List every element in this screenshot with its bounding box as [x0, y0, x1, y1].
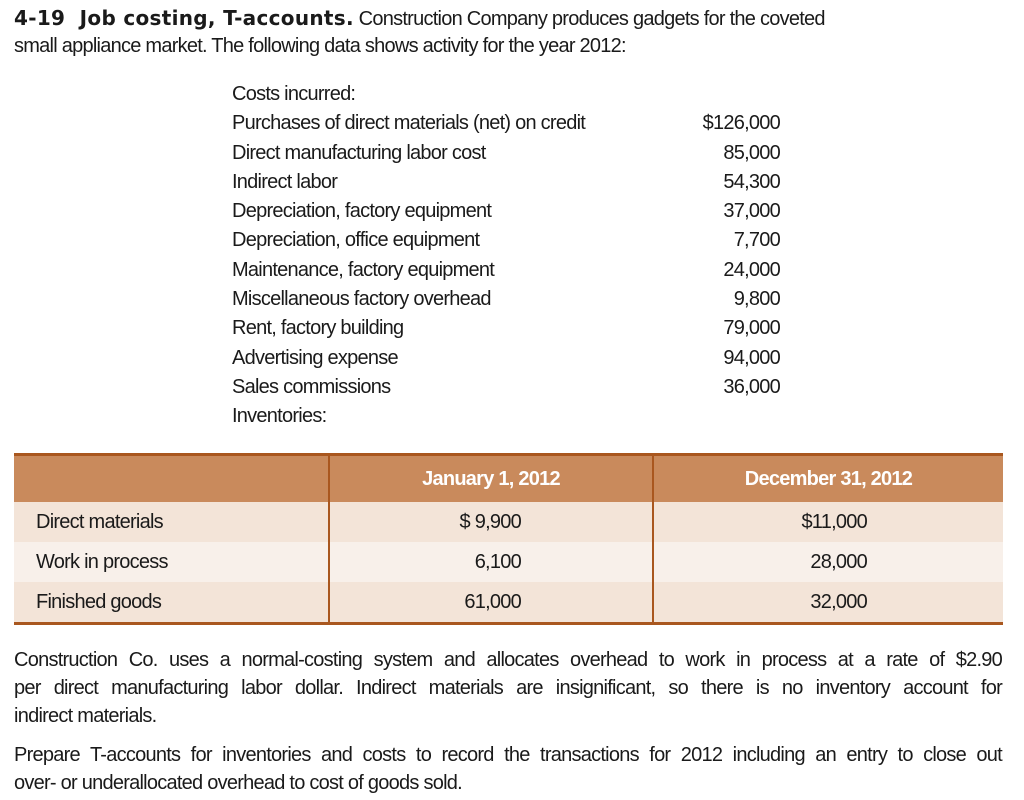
table-row	[14, 542, 1003, 582]
cost-item	[232, 139, 780, 168]
cost-value: 85,000	[723, 141, 780, 164]
table-cell: 61,000	[464, 590, 521, 613]
cost-item	[232, 314, 780, 343]
intro-text: Construction Company produces gadgets for the coveted	[358, 8, 825, 30]
inventory-table	[14, 453, 1003, 625]
inventories-heading: Inventories:	[232, 405, 327, 428]
cost-label: Rent, factory building	[232, 317, 404, 340]
paragraph-1-line: per direct manufacturing labor dollar. Indirect materials are insignificant, so there is no inventory account for	[14, 677, 1002, 699]
cost-item	[232, 109, 780, 138]
cost-value: 9,800	[733, 288, 780, 311]
problem-title: Job costing, T-accounts.	[79, 6, 354, 30]
table-cell: $ 9,900	[459, 510, 521, 533]
cost-label: Miscellaneous factory overhead	[232, 288, 491, 311]
table-row	[14, 582, 1003, 624]
cost-value: 7,700	[733, 229, 780, 252]
problem-header-line	[14, 6, 1002, 31]
cost-label: Purchases of direct materials (net) on credit	[232, 112, 586, 135]
paragraph-2-line: over- or underallocated overhead to cost of goods sold.	[14, 772, 462, 794]
cost-label: Sales commissions	[232, 375, 391, 398]
cost-label: Direct manufacturing labor cost	[232, 141, 486, 164]
table-cell: Finished goods	[14, 582, 329, 624]
cost-value: 54,300	[723, 170, 780, 193]
cost-item	[232, 226, 780, 255]
table-header	[14, 455, 329, 503]
table-cell: Direct materials	[14, 502, 329, 542]
paragraph-2-line: Prepare T-accounts for inventories and costs to record the transactions for 2012 including an entry to close out	[14, 744, 1002, 766]
cost-item	[232, 373, 780, 402]
cost-label: Depreciation, factory equipment	[232, 200, 492, 223]
table-row	[14, 502, 1003, 542]
table-header: December 31, 2012	[653, 455, 1003, 503]
cost-value: $126,000	[702, 112, 780, 135]
table-cell: 28,000	[810, 550, 867, 573]
cost-value: 37,000	[723, 200, 780, 223]
costs-list	[232, 80, 780, 432]
cost-value: 94,000	[723, 346, 780, 369]
table-cell: 6,100	[474, 550, 521, 573]
table-cell: Work in process	[14, 542, 329, 582]
paragraph-1-line: Construction Co. uses a normal-costing system and allocates overhead to work in process at a rate of $2.90	[14, 649, 1002, 671]
cost-label: Depreciation, office equipment	[232, 229, 480, 252]
cost-value: 24,000	[723, 258, 780, 281]
cost-item	[232, 256, 780, 285]
table-cell: 32,000	[810, 590, 867, 613]
cost-item	[232, 197, 780, 226]
table-header: January 1, 2012	[329, 455, 653, 503]
problem-number: 4-19	[14, 6, 66, 30]
cost-item	[232, 344, 780, 373]
cost-label: Advertising expense	[232, 346, 398, 369]
intro-text-line2: small appliance market. The following data shows activity for the year 2012:	[14, 35, 626, 57]
table-header-row	[14, 455, 1003, 503]
paragraph-1-line: indirect materials.	[14, 705, 157, 727]
cost-label: Maintenance, factory equipment	[232, 258, 495, 281]
cost-value: 36,000	[723, 375, 780, 398]
cost-value: 79,000	[723, 317, 780, 340]
cost-item	[232, 168, 780, 197]
table-cell: $11,000	[801, 510, 867, 533]
costs-heading: Costs incurred:	[232, 83, 356, 105]
cost-label: Indirect labor	[232, 170, 338, 193]
cost-item	[232, 285, 780, 314]
